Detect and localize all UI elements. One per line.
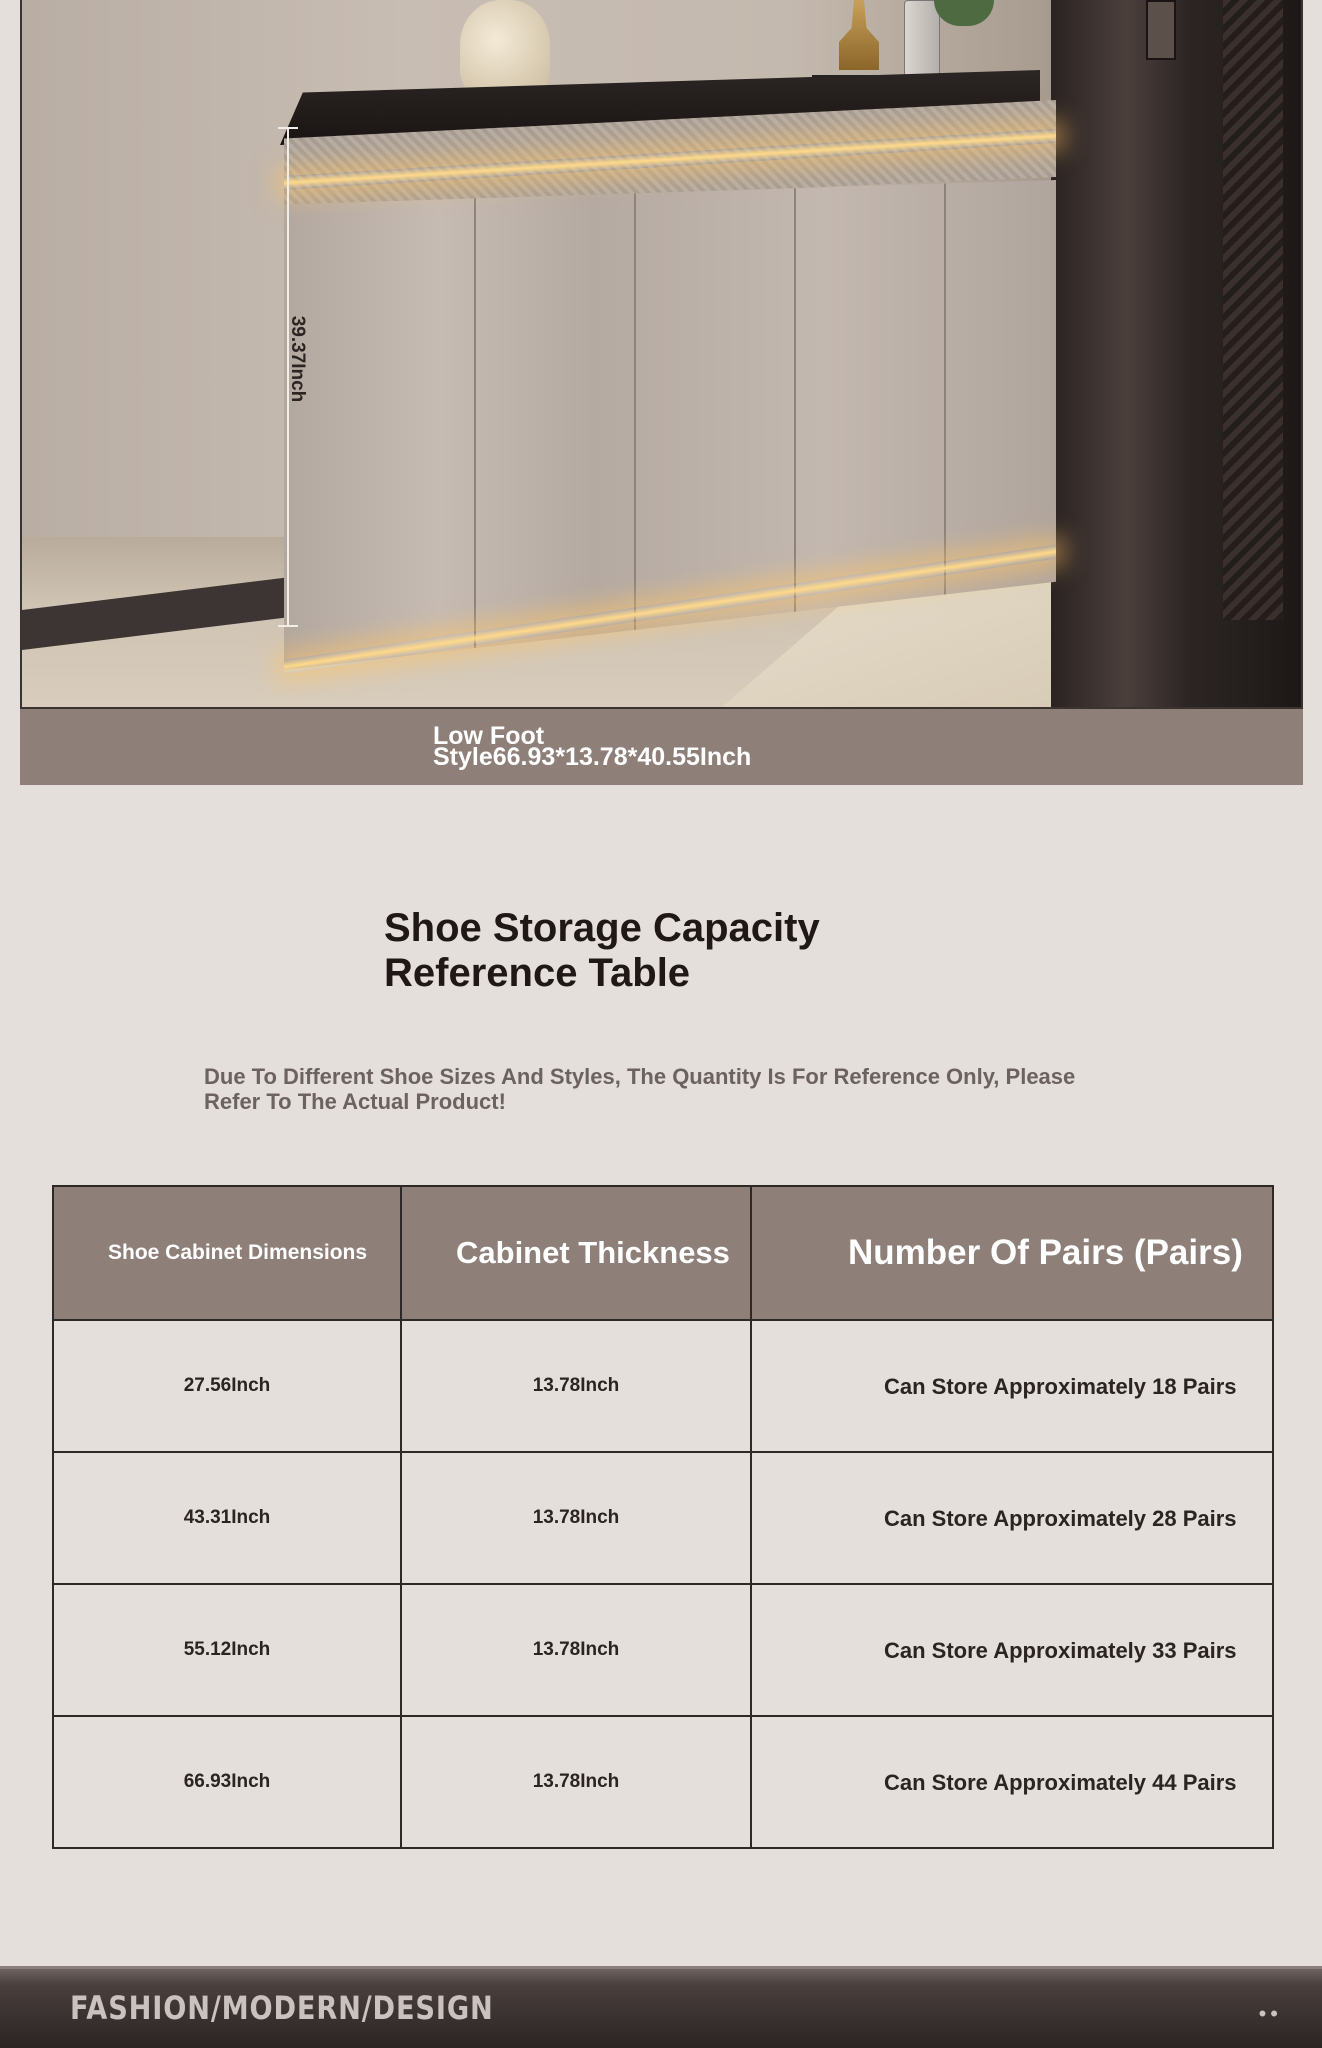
cell-dimension: 27.56Inch [53,1320,401,1452]
deer-ornament [834,0,884,70]
cell-pairs: Can Store Approximately 28 Pairs [751,1452,1273,1584]
section-title: Shoe Storage Capacity Reference Table [384,906,820,995]
door-panel [1223,0,1283,620]
cell-pairs: Can Store Approximately 18 Pairs [751,1320,1273,1452]
door-seam [634,180,636,670]
footer-band [0,1966,1322,2048]
footer-slogan: FASHION/MODERN/DESIGN [70,1989,494,2027]
cell-thickness: 13.78Inch [401,1584,751,1716]
cell-dimension: 43.31Inch [53,1452,401,1584]
door-handle [1146,0,1176,60]
header-pairs: Number Of Pairs (Pairs) [751,1186,1273,1320]
door [1051,0,1301,707]
table-row [53,1584,1273,1716]
capacity-table [52,1185,1274,1849]
table-row [53,1452,1273,1584]
cell-pairs: Can Store Approximately 33 Pairs [751,1584,1273,1716]
astronaut-ornament [460,0,550,100]
header-dimensions: Shoe Cabinet Dimensions [53,1186,401,1320]
cell-thickness: 13.78Inch [401,1716,751,1848]
vase [904,0,940,84]
cell-thickness: 13.78Inch [401,1320,751,1452]
door-seam [474,180,476,670]
caption-text: Low Foot Style66.93*13.78*40.55Inch [433,722,752,771]
plant-leaf [934,0,994,26]
table-header-row [53,1186,1273,1320]
product-photo [20,0,1303,709]
cell-pairs: Can Store Approximately 44 Pairs [751,1716,1273,1848]
cell-dimension: 66.93Inch [53,1716,401,1848]
footer-dots-icon: •• [1258,2001,1282,2026]
table-row [53,1320,1273,1452]
caption-band [20,709,1303,785]
header-thickness: Cabinet Thickness [401,1186,751,1320]
table-row [53,1716,1273,1848]
cell-thickness: 13.78Inch [401,1452,751,1584]
cell-dimension: 55.12Inch [53,1584,401,1716]
height-dimension-label: 39.37Inch [287,315,308,403]
reference-notice: Due To Different Shoe Sizes And Styles, The Quantity Is For Reference Only, Please Refer To The Actual Product! [204,1064,1076,1114]
